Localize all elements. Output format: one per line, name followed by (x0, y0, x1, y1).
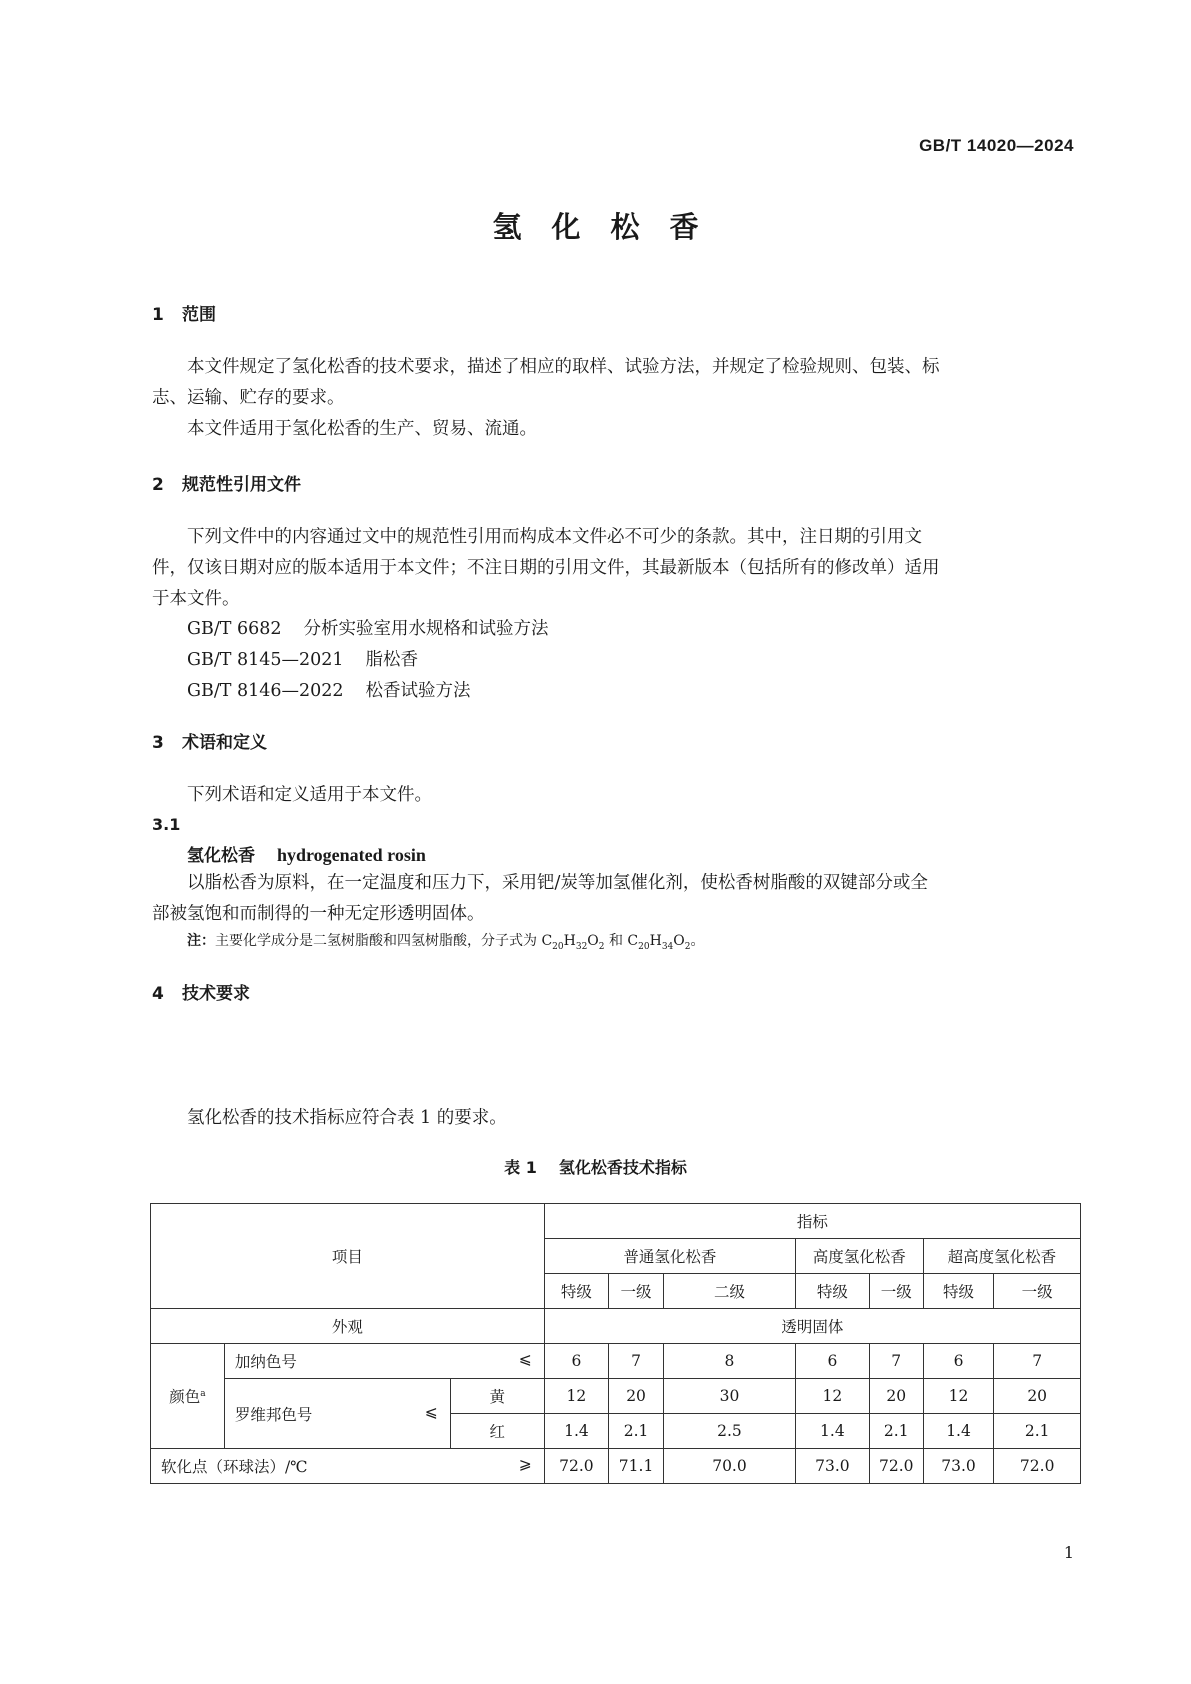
term-heading (187, 841, 426, 866)
grade-header: 一级 (869, 1274, 923, 1309)
paragraph-line: 本文件适用于氢化松香的生产、贸易、流通。 (187, 419, 537, 439)
grade-header: 特级 (923, 1274, 994, 1309)
le-symbol: ⩽ (518, 1350, 532, 1368)
reference-item (187, 646, 418, 671)
table-cell: 1.4 (923, 1414, 994, 1449)
paragraph-line: 件，仅该日期对应的版本适用于本文件；不注日期的引用文件，其最新版本（包括所有的修改单）适用 (152, 558, 940, 578)
table-caption (0, 1155, 1191, 1178)
section-1-heading (152, 300, 216, 325)
table-cell: 20 (609, 1379, 664, 1414)
table-cell: 7 (609, 1344, 664, 1379)
grade-header: 特级 (795, 1274, 869, 1309)
reference-code: GB/T 6682 (187, 619, 282, 639)
color-label: 颜色$^a$ (151, 1344, 225, 1449)
paragraph-line: 以脂松香为原料，在一定温度和压力下，采用钯/炭等加氢催化剂，使松香树脂酸的双键部分或全 (187, 873, 928, 893)
page-number: 1 (1063, 1543, 1074, 1562)
lovibond-label: 罗维邦色号 ⩽ (224, 1379, 450, 1449)
appearance-value: 透明固体 (544, 1309, 1080, 1344)
table-cell: 12 (544, 1379, 608, 1414)
table-cell: 73.0 (923, 1449, 994, 1484)
table-cell: 71.1 (609, 1449, 664, 1484)
table-header-row (151, 1204, 1081, 1239)
reference-item (187, 615, 549, 640)
table-cell: 20 (869, 1379, 923, 1414)
table-cell: 30 (664, 1379, 796, 1414)
note-and: 和 (608, 933, 623, 949)
table-cell: 2.1 (609, 1414, 664, 1449)
group-header: 超高度氢化松香 (923, 1239, 1080, 1274)
section-2-paragraph (152, 522, 1077, 615)
paragraph-line: 部被氢饱和而制得的一种无定形透明固体。 (152, 904, 485, 924)
table-cell: 1.4 (795, 1414, 869, 1449)
table-cell: 8 (664, 1344, 796, 1379)
le-symbol: ⩽ (424, 1402, 438, 1421)
term-chinese: 氢化松香 (187, 846, 255, 866)
table-row (151, 1309, 1081, 1344)
section-title: 技术要求 (182, 984, 250, 1004)
table-cell: 6 (795, 1344, 869, 1379)
table-cell: 12 (923, 1379, 994, 1414)
reference-name: 松香试验方法 (365, 681, 471, 701)
table-number: 表 1 (504, 1158, 537, 1177)
note-label: 注： (187, 933, 215, 949)
yellow-label: 黄 (450, 1379, 544, 1414)
grade-header: 一级 (994, 1274, 1081, 1309)
note-text: 主要化学成分是二氢树脂酸和四氢树脂酸，分子式为 (215, 933, 537, 949)
table-cell: 6 (923, 1344, 994, 1379)
table-cell: 20 (994, 1379, 1081, 1414)
section-3-heading (152, 728, 267, 753)
grade-header: 二级 (664, 1274, 796, 1309)
section-number: 4 (152, 984, 164, 1004)
reference-code: GB/T 8145—2021 (187, 650, 344, 670)
table-cell: 73.0 (795, 1449, 869, 1484)
term-definition (152, 868, 1077, 930)
paragraph-line: 下列文件中的内容通过文中的规范性引用而构成本文件必不可少的条款。其中，注日期的引用文 (187, 527, 922, 547)
section-3-paragraph (152, 780, 1077, 811)
table-cell: 2.5 (664, 1414, 796, 1449)
table-cell: 70.0 (664, 1449, 796, 1484)
table-cell: 7 (994, 1344, 1081, 1379)
table-row (151, 1449, 1081, 1484)
section-title: 术语和定义 (182, 733, 267, 753)
table-cell: 1.4 (544, 1414, 608, 1449)
group-header: 高度氢化松香 (795, 1239, 923, 1274)
section-1-paragraph (152, 352, 1077, 445)
reference-name: 分析实验室用水规格和试验方法 (303, 619, 549, 639)
footnote-mark: a (200, 1388, 206, 1399)
table-cell: 72.0 (994, 1449, 1081, 1484)
section-4-paragraph (152, 1103, 1077, 1134)
section-title: 规范性引用文件 (182, 475, 301, 495)
red-label: 红 (450, 1414, 544, 1449)
section-number: 1 (152, 305, 164, 325)
table-row (151, 1344, 1081, 1379)
index-header: 指标 (544, 1204, 1080, 1239)
spec-table (150, 1203, 1081, 1484)
formula-2: $C_{20}H_{34}O_2$ (627, 933, 691, 952)
term-english: hydrogenated rosin (277, 845, 426, 865)
section-number: 2 (152, 475, 164, 495)
table-cell: 72.0 (869, 1449, 923, 1484)
paragraph-line: 志、运输、贮存的要求。 (152, 388, 345, 408)
reference-item (187, 677, 471, 702)
ge-symbol: ⩾ (518, 1455, 532, 1473)
term-number: 3.1 (152, 815, 181, 834)
paragraph-line: 氢化松香的技术指标应符合表 1 的要求。 (187, 1108, 507, 1128)
standard-number: GB/T 14020—2024 (919, 136, 1074, 155)
grade-header: 特级 (544, 1274, 608, 1309)
section-number: 3 (152, 733, 164, 753)
document-title: 氢化松香 (492, 210, 729, 244)
paragraph-line: 下列术语和定义适用于本文件。 (187, 785, 432, 805)
paragraph-line: 于本文件。 (152, 589, 240, 609)
table-cell: 12 (795, 1379, 869, 1414)
section-2-heading (152, 470, 301, 495)
grade-header: 一级 (609, 1274, 664, 1309)
reference-name: 脂松香 (365, 650, 419, 670)
softening-label: 软化点（环球法）/℃ ⩾ (151, 1449, 545, 1484)
note-end: 。 (690, 933, 705, 949)
table-cell: 2.1 (994, 1414, 1081, 1449)
table-cell: 6 (544, 1344, 608, 1379)
formula-1: $C_{20}H_{32}O_2$ (541, 933, 605, 952)
appearance-label: 外观 (151, 1309, 545, 1344)
section-title: 范围 (182, 305, 216, 325)
table-row (151, 1379, 1081, 1414)
group-header: 普通氢化松香 (544, 1239, 795, 1274)
table-title: 氢化松香技术指标 (558, 1158, 687, 1177)
gardner-label: 加纳色号 ⩽ (224, 1344, 544, 1379)
item-header: 项目 (151, 1204, 545, 1309)
reference-code: GB/T 8146—2022 (187, 681, 344, 701)
note (187, 930, 704, 952)
paragraph-line: 本文件规定了氢化松香的技术要求，描述了相应的取样、试验方法，并规定了检验规则、包装、标 (187, 357, 940, 377)
table-cell: 7 (869, 1344, 923, 1379)
section-4-heading (152, 979, 250, 1004)
table-cell: 2.1 (869, 1414, 923, 1449)
table-cell: 72.0 (544, 1449, 608, 1484)
